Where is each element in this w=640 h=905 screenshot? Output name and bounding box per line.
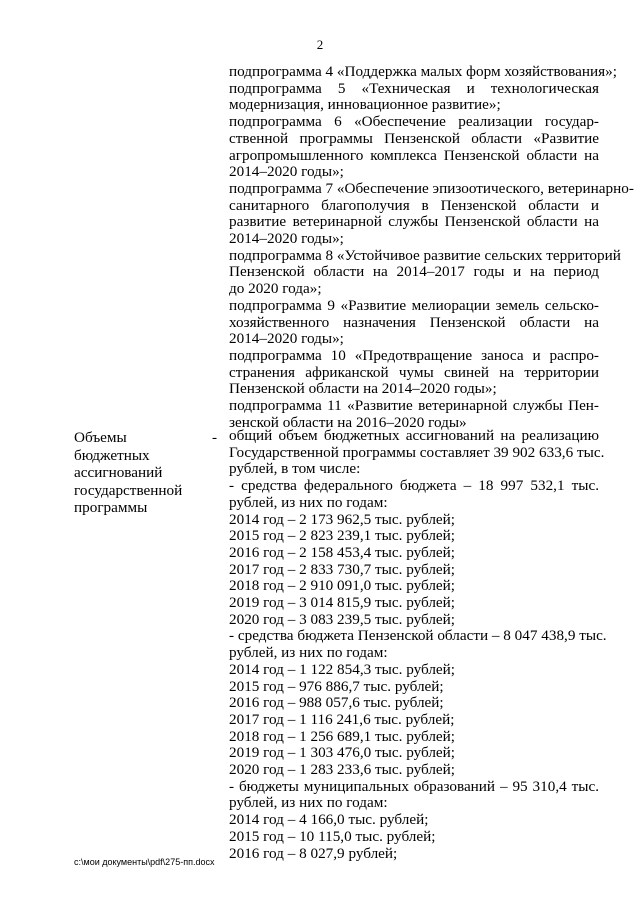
funding-line: 2020 год – 3 083 239,5 тыс. рублей;	[229, 610, 456, 628]
funding-line: 2020 год – 1 283 233,6 тыс. рублей;	[229, 761, 456, 779]
funding-line: 2015 год – 2 823 239,1 тыс. рублей;	[229, 527, 456, 545]
subprogram-list	[229, 63, 634, 431]
subprogram-line: хозяйственного назначения Пензенской области на	[229, 313, 599, 331]
section-label-line: бюджетных	[74, 446, 150, 464]
funding-line: 2019 год – 1 303 476,0 тыс. рублей;	[229, 744, 456, 762]
funding-line: рублей, из них по годам:	[229, 493, 388, 511]
subprogram-line: до 2020 года»;	[229, 280, 322, 298]
subprogram-line: подпрограмма 10 «Предотвращение заноса и распро-	[229, 346, 599, 364]
subprogram-line: развитие ветеринарной службы Пензенской области на	[229, 213, 599, 231]
funding-line: рублей, из них по годам:	[229, 644, 388, 662]
subprogram-line: 2014–2020 годы»;	[229, 330, 344, 348]
funding-line: - средства федерального бюджета – 18 997 532,1 тыс.	[229, 477, 599, 495]
funding-line: 2019 год – 3 014 815,9 тыс. рублей;	[229, 594, 456, 612]
subprogram-line: подпрограмма 8 «Устойчивое развитие сельских территорий	[229, 246, 621, 264]
subprogram-line: Пензенской области на 2014–2020 годы»;	[229, 380, 497, 398]
funding-line: 2016 год – 988 057,6 тыс. рублей;	[229, 694, 444, 712]
subprogram-line: подпрограмма 7 «Обеспечение эпизоотического, ветеринарно-	[229, 179, 634, 197]
funding-line: рублей, в том числе:	[229, 460, 361, 478]
funding-line: 2015 год – 10 115,0 тыс. рублей;	[229, 827, 436, 845]
funding-line: 2018 год – 1 256 689,1 тыс. рублей;	[229, 727, 456, 745]
funding-line: рублей, из них по годам:	[229, 794, 388, 812]
subprogram-line: подпрограмма 5 «Техническая и технологическая	[229, 79, 599, 97]
funding-line: 2017 год – 1 116 241,6 тыс. рублей;	[229, 710, 455, 728]
funding-line: 2016 год – 2 158 453,4 тыс. рублей;	[229, 543, 456, 561]
subprogram-line: 2014–2020 годы»;	[229, 163, 344, 181]
subprogram-line: санитарного благополучия в Пензенской области и	[229, 196, 599, 214]
funding-line: 2014 год – 4 166,0 тыс. рублей;	[229, 811, 429, 829]
subprogram-line: модернизация, инновационное развитие»;	[229, 96, 501, 114]
funding-line: 2014 год – 2 173 962,5 тыс. рублей;	[229, 510, 456, 528]
funding-line: 2018 год – 2 910 091,0 тыс. рублей;	[229, 577, 456, 595]
footer-file-path: c:\мои документы\pdf\275-пп.docx	[74, 857, 215, 867]
section-label-line: государственной	[74, 481, 183, 499]
subprogram-line: подпрограмма 4 «Поддержка малых форм хозяйствования»;	[229, 63, 617, 80]
page-number: 2	[316, 37, 324, 52]
section-label	[74, 429, 199, 517]
funding-text	[229, 427, 607, 862]
funding-line: 2015 год – 976 886,7 тыс. рублей;	[229, 677, 444, 695]
subprogram-line: странения африканской чумы свиней на территории	[229, 363, 599, 381]
section-label-line: Объемы	[74, 429, 127, 446]
funding-line: 2016 год – 8 027,9 рублей;	[229, 844, 398, 862]
subprogram-line: Пензенской области на 2014–2017 годы и на период	[229, 263, 599, 281]
subprogram-line: подпрограмма 6 «Обеспечение реализации государ-	[229, 113, 599, 131]
subprogram-line: подпрограмма 9 «Развитие мелиорации земель сельско-	[229, 296, 599, 314]
subprogram-line: подпрограмма 11 «Развитие ветеринарной службы Пен-	[229, 397, 599, 415]
subprogram-line: агропромышленного комплекса Пензенской области на	[229, 146, 599, 164]
funding-line: общий объем бюджетных ассигнований на реализацию	[229, 427, 599, 444]
funding-line: 2014 год – 1 122 854,3 тыс. рублей;	[229, 660, 456, 678]
subprogram-line: 2014–2020 годы»;	[229, 230, 344, 248]
funding-line: Государственной программы составляет 39 902 633,6 тыс.	[229, 443, 605, 461]
subprogram-line: ственной программы Пензенской области «Развитие	[229, 129, 599, 147]
subprogram-line: зенской области на 2016–2020 годы»	[229, 413, 467, 431]
funding-line: 2017 год – 2 833 730,7 тыс. рублей;	[229, 560, 456, 578]
section-label-line: ассигнований	[74, 464, 163, 481]
funding-line: - средства бюджета Пензенской области – 8 047 438,9 тыс.	[229, 627, 607, 645]
section-label-line: программы	[74, 499, 148, 516]
label-dash: -	[212, 429, 218, 446]
funding-line: - бюджеты муниципальных образований – 95 310,4 тыс.	[229, 777, 599, 795]
